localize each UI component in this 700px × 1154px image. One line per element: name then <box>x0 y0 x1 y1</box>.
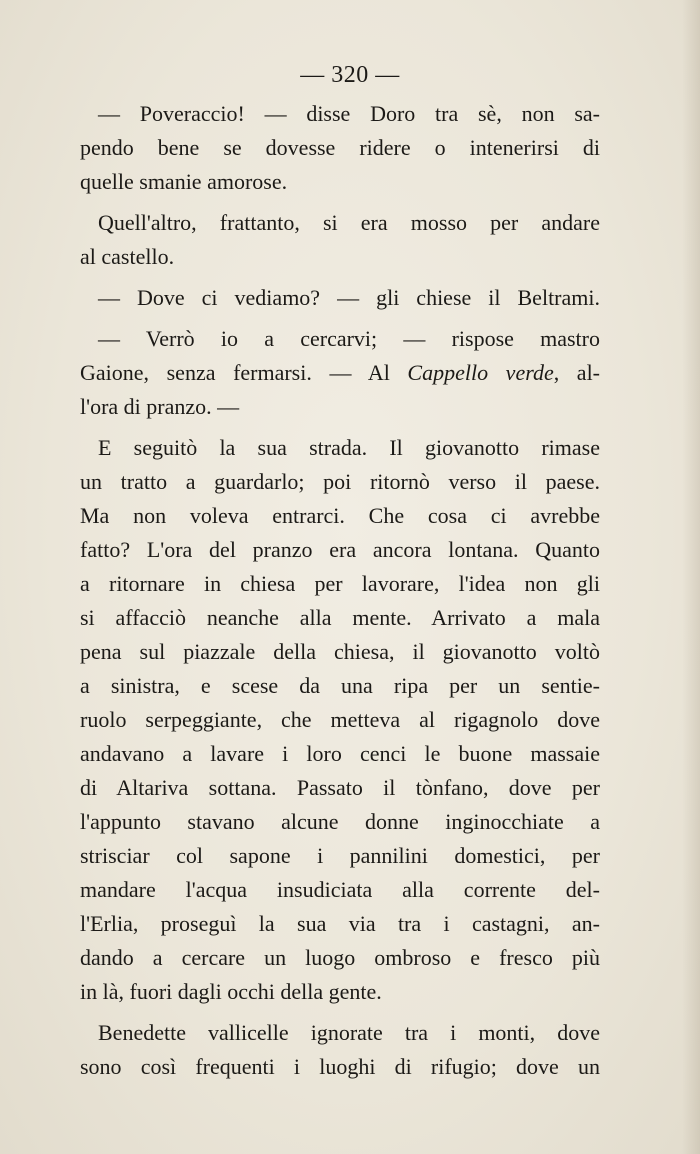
paragraph-5 <box>80 431 600 1009</box>
text-line: quelle smanie amorose. <box>80 169 288 194</box>
text-line: — Verrò io a cercarvi; — rispose mastro <box>98 326 600 351</box>
text-line: dando a cercare un luogo ombroso e fresco più <box>80 945 600 970</box>
paragraph-1 <box>80 97 600 199</box>
body-text <box>80 97 600 1091</box>
text-line: l'ora di pranzo. — <box>80 394 240 419</box>
italic-title: Cappello verde <box>407 360 554 385</box>
text-line: l'appunto stavano alcune donne inginocchiate a <box>80 809 600 834</box>
text-line: a sinistra, e scese da una ripa per un sentie- <box>80 673 600 698</box>
text-line: l'Erlia, proseguì la sua via tra i castagni, an- <box>80 911 600 936</box>
text-line: a ritornare in chiesa per lavorare, l'idea non gli <box>80 571 600 596</box>
text-line: in là, fuori dagli occhi della gente. <box>80 979 382 1004</box>
text-fragment: Gaione, senza fermarsi. — Al <box>80 360 408 385</box>
text-line: Benedette vallicelle ignorate tra i monti, dove <box>98 1020 600 1045</box>
text-line: Quell'altro, frattanto, si era mosso per andare <box>98 210 600 235</box>
paragraph-4 <box>80 322 600 424</box>
text-line: E seguitò la sua strada. Il giovanotto rimase <box>98 435 600 460</box>
page-number: — 320 — <box>300 62 400 88</box>
text-line: di Altariva sottana. Passato il tònfano, dove per <box>80 775 600 800</box>
text-line: strisciar col sapone i pannilini domestici, per <box>80 843 600 868</box>
text-line: sono così frequenti i luoghi di rifugio; dove un <box>80 1054 600 1079</box>
paragraph-2 <box>80 206 600 274</box>
text-line: fatto? L'ora del pranzo era ancora lontana. Quanto <box>80 537 600 562</box>
text-line: pena sul piazzale della chiesa, il giovanotto voltò <box>80 639 600 664</box>
page-edge-shadow <box>682 0 700 1154</box>
text-line: si affacciò neanche alla mente. Arrivato a mala <box>80 605 600 630</box>
text-line: mandare l'acqua insudiciata alla corrente del- <box>80 877 600 902</box>
text-line: Ma non voleva entrarci. Che cosa ci avrebbe <box>80 503 600 528</box>
paragraph-3 <box>80 281 600 315</box>
text-line: — Dove ci vediamo? — gli chiese il Beltrami. <box>98 285 600 310</box>
text-line: un tratto a guardarlo; poi ritornò verso il paese. <box>80 469 600 494</box>
text-line: al castello. <box>80 244 175 269</box>
text-line: andavano a lavare i loro cenci le buone massaie <box>80 741 600 766</box>
paragraph-6 <box>80 1016 600 1084</box>
text-line: ruolo serpeggiante, che metteva al rigagnolo dove <box>80 707 600 732</box>
text-line: pendo bene se dovesse ridere o intenerirsi di <box>80 135 600 160</box>
text-line-with-italic <box>80 356 600 390</box>
text-fragment: , al- <box>553 360 601 385</box>
text-line: — Poveraccio! — disse Doro tra sè, non sa- <box>98 101 600 126</box>
